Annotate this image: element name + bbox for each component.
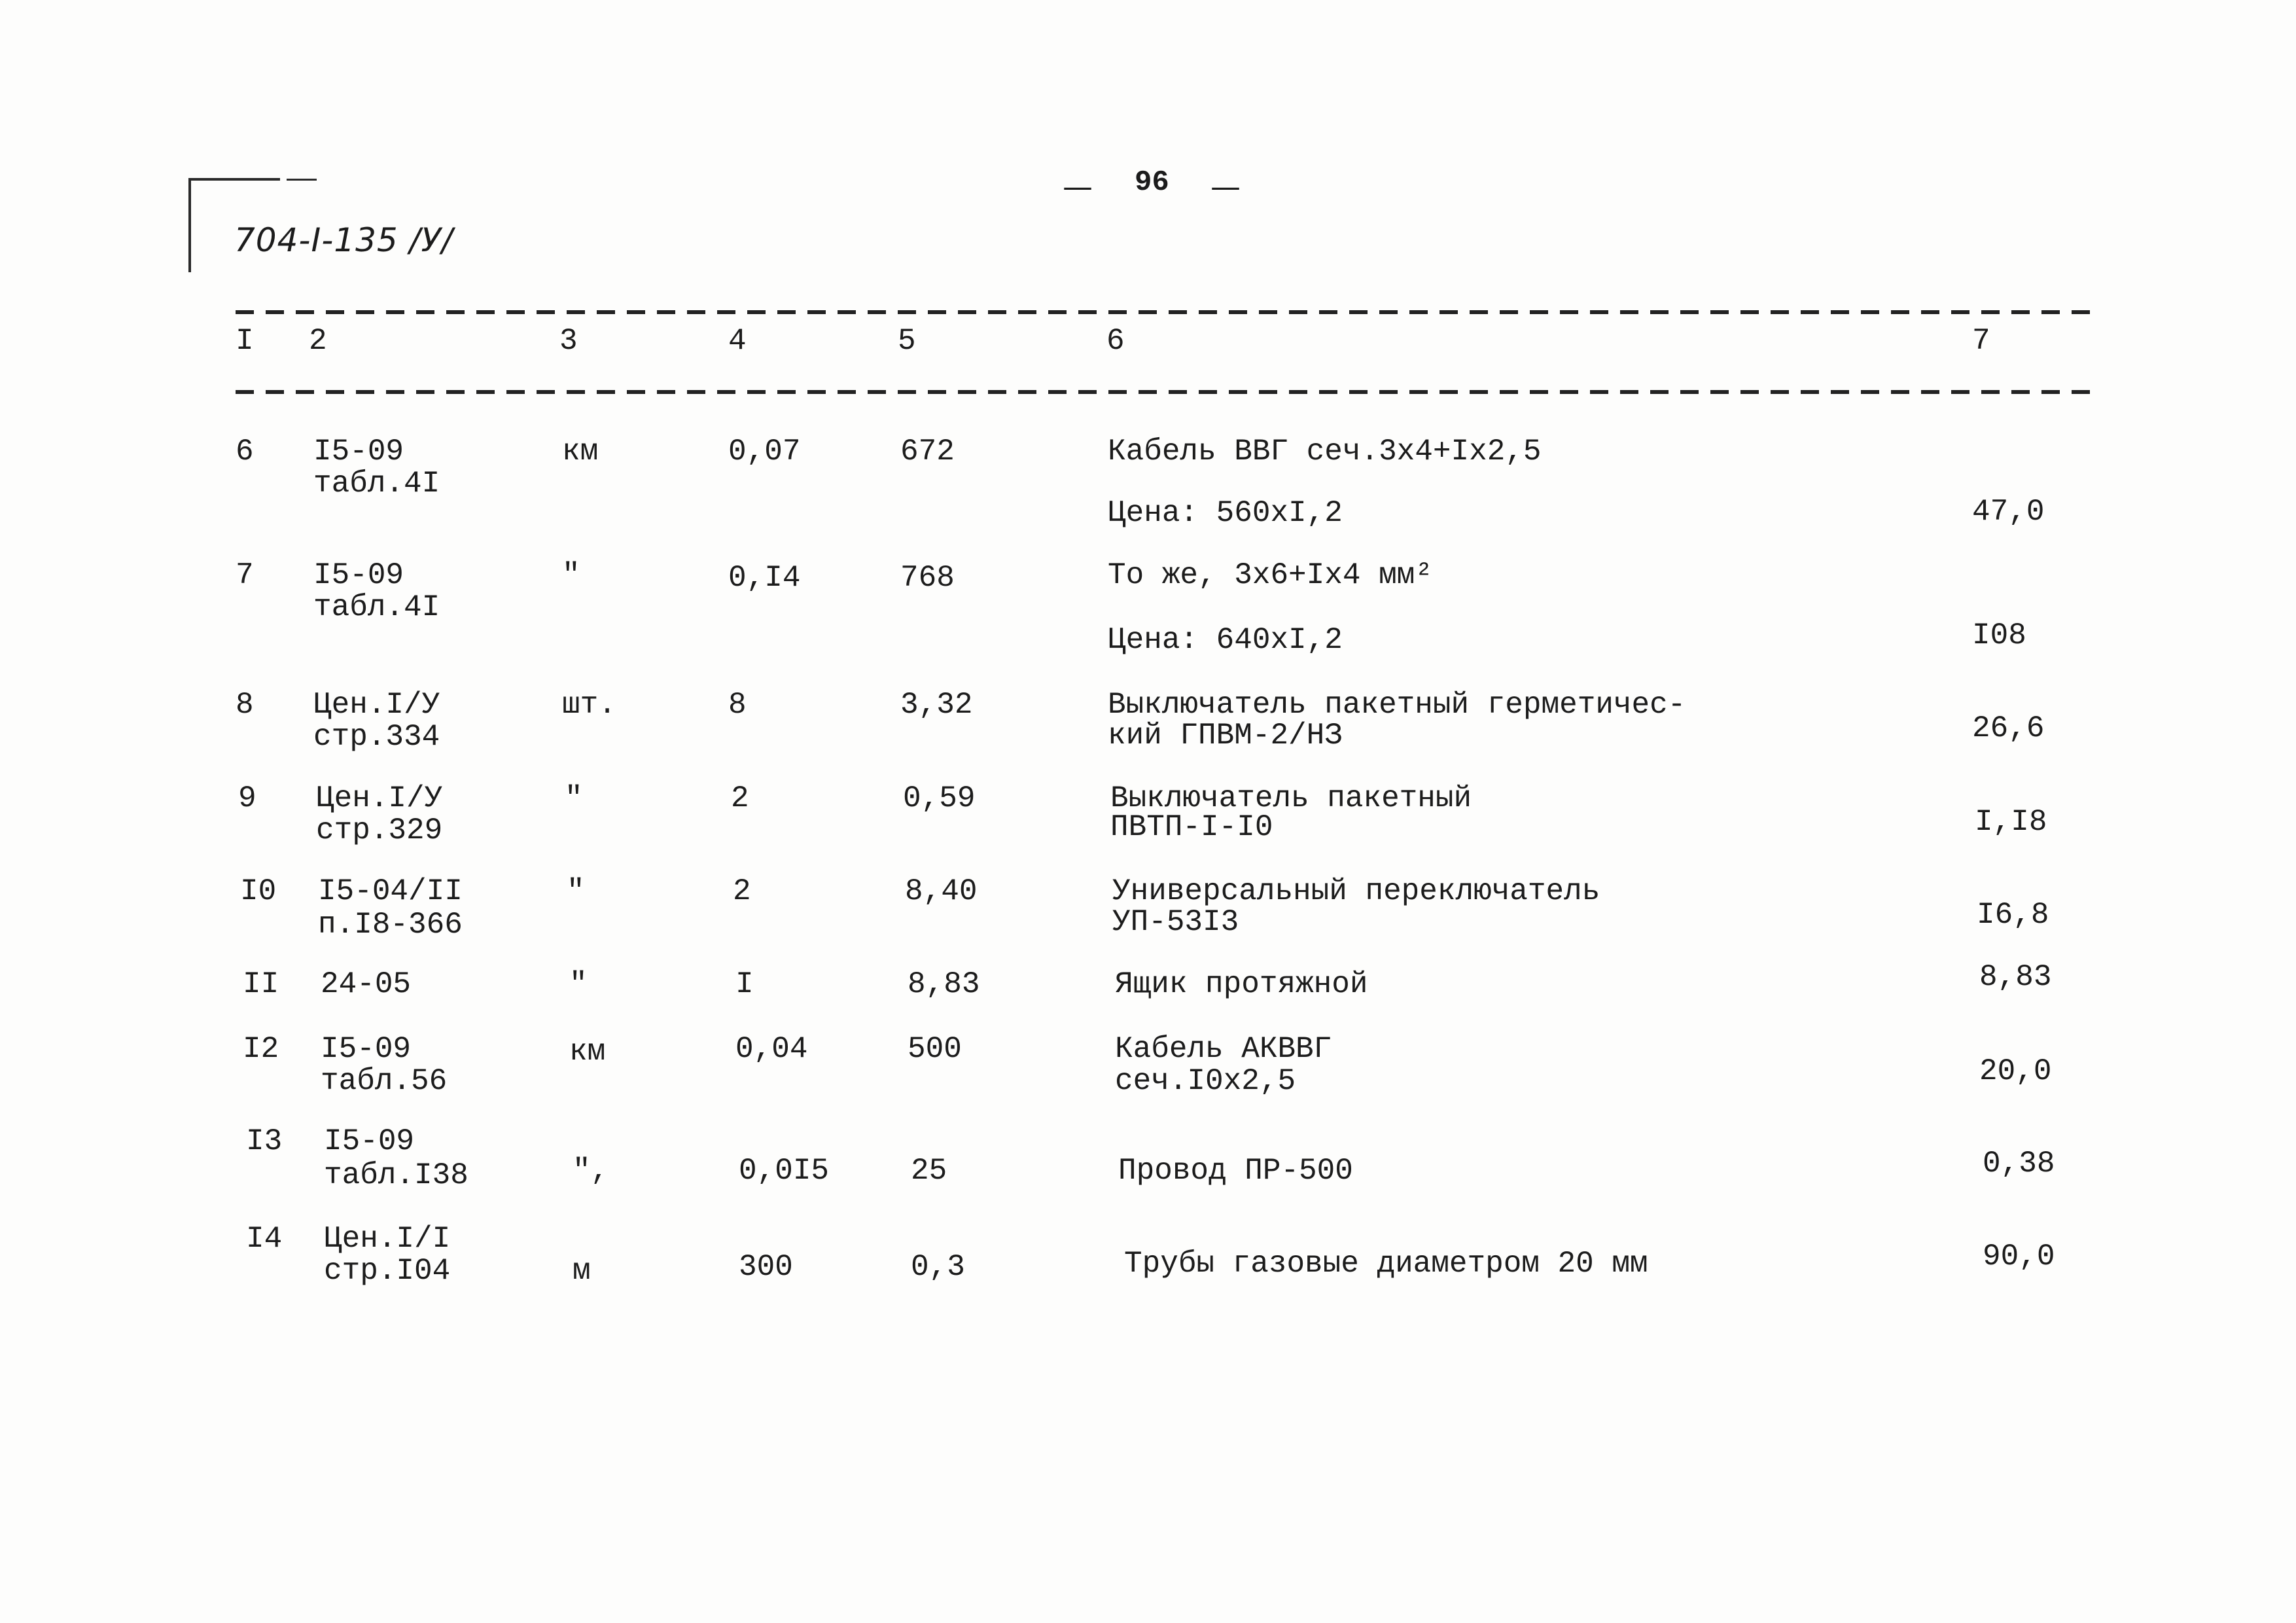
row-number: 7 (236, 558, 254, 592)
reference-line-2: стр.329 (316, 813, 443, 847)
description-line-2: сеч.I0х2,5 (1115, 1064, 1296, 1098)
total-cost: I6,8 (1977, 898, 2049, 932)
unit: м (573, 1254, 591, 1288)
reference-line-1: Цен.I/У (313, 688, 440, 722)
corner-bracket-horizontal (188, 178, 280, 181)
unit: ", (573, 1154, 609, 1188)
row-number: I4 (246, 1222, 283, 1256)
description-line-1: Кабель АКВВГ (1115, 1032, 1332, 1066)
quantity: 0,0I5 (739, 1154, 830, 1188)
row-number: II (243, 967, 279, 1001)
unit-price: 8,40 (905, 874, 978, 908)
unit-price: 768 (900, 561, 955, 595)
row-number: 6 (236, 435, 254, 469)
reference-line-2: стр.334 (313, 720, 440, 754)
total-cost: 0,38 (1983, 1147, 2055, 1181)
reference-line-1: I5-04/II (318, 874, 463, 908)
total-cost: I08 (1972, 618, 2026, 652)
corner-bracket-horizontal-tail (287, 179, 317, 181)
reference-line-1: 24-05 (321, 967, 412, 1001)
quantity: 2 (733, 874, 751, 908)
description-line-2: кий ГПВМ-2/НЗ (1108, 719, 1343, 753)
document-code: 704-I-135 /У/ (234, 221, 453, 259)
reference-line-1: Цен.I/I (324, 1222, 451, 1256)
total-cost: 20,0 (1979, 1054, 2052, 1088)
row-number: 8 (236, 688, 254, 722)
unit: " (562, 558, 580, 592)
table-top-rule (236, 310, 2097, 314)
total-cost: 47,0 (1972, 495, 2045, 529)
description-line-1: Выключатель пакетный герметичес- (1108, 688, 1686, 722)
description-line-2: Цена: 560хI,2 (1108, 496, 1343, 530)
description-line-1: То же, 3х6+Iх4 мм² (1108, 558, 1433, 592)
description-line-1: Выключатель пакетный (1110, 781, 1472, 815)
page-number: 96 (1135, 166, 1169, 199)
quantity: I (735, 967, 754, 1001)
reference-line-2: табл.56 (321, 1064, 448, 1098)
total-cost: 8,83 (1979, 960, 2052, 994)
row-number: I3 (246, 1124, 283, 1158)
unit: " (569, 967, 588, 1001)
unit: км (569, 1035, 606, 1069)
column-header-4: 4 (728, 324, 747, 358)
reference-line-1: I5-09 (321, 1032, 412, 1066)
unit: " (565, 781, 583, 815)
column-header-7: 7 (1972, 324, 1990, 358)
column-header-3: 3 (559, 324, 578, 358)
quantity: 300 (739, 1250, 793, 1284)
description-line-1: Провод ПР-500 (1118, 1154, 1353, 1188)
column-header-6: 6 (1106, 324, 1125, 358)
row-number: I2 (243, 1032, 279, 1066)
reference-line-2: табл.4I (313, 467, 440, 501)
page-number-left-dash: — (1063, 169, 1093, 204)
quantity: 0,07 (728, 435, 801, 469)
description-line-1: Универсальный переключатель (1112, 874, 1600, 908)
column-header-5: 5 (898, 324, 916, 358)
quantity: 2 (731, 781, 749, 815)
reference-line-1: I5-09 (313, 558, 404, 592)
description-line-1: Трубы газовые диаметром 20 мм (1124, 1247, 1648, 1281)
description-line-2: УП-53I3 (1112, 905, 1239, 939)
unit: " (567, 874, 585, 908)
quantity: 0,I4 (728, 561, 801, 595)
description-line-2: ПВТП-I-I0 (1110, 810, 1273, 844)
corner-bracket-vertical (188, 179, 191, 272)
unit-price: 0,3 (911, 1250, 965, 1284)
reference-line-1: Цен.I/У (316, 781, 443, 815)
column-header-1: I (236, 324, 254, 358)
row-number: I0 (240, 874, 277, 908)
reference-line-2: стр.I04 (324, 1254, 451, 1288)
reference-line-2: табл.4I (313, 590, 440, 624)
row-number: 9 (238, 781, 256, 815)
reference-line-1: I5-09 (324, 1124, 415, 1158)
page-number-right-dash: — (1210, 169, 1241, 204)
quantity: 0,04 (735, 1032, 808, 1066)
description-line-1: Ящик протяжной (1115, 967, 1368, 1001)
unit-price: 8,83 (908, 967, 980, 1001)
quantity: 8 (728, 688, 747, 722)
unit: км (562, 435, 599, 469)
reference-line-1: I5-09 (313, 435, 404, 469)
column-header-2: 2 (309, 324, 327, 358)
description-line-1: Кабель ВВГ сеч.3х4+Iх2,5 (1108, 435, 1542, 469)
table-header-rule (236, 390, 2097, 394)
total-cost: I,I8 (1975, 805, 2047, 839)
reference-line-2: п.I8-366 (318, 908, 463, 942)
reference-line-2: табл.I38 (324, 1158, 468, 1192)
total-cost: 90,0 (1983, 1240, 2055, 1274)
unit-price: 3,32 (900, 688, 973, 722)
unit-price: 25 (911, 1154, 947, 1188)
total-cost: 26,6 (1972, 711, 2045, 745)
unit-price: 500 (908, 1032, 962, 1066)
unit-price: 0,59 (903, 781, 976, 815)
unit: шт. (562, 688, 616, 722)
unit-price: 672 (900, 435, 955, 469)
description-line-2: Цена: 640хI,2 (1108, 623, 1343, 657)
